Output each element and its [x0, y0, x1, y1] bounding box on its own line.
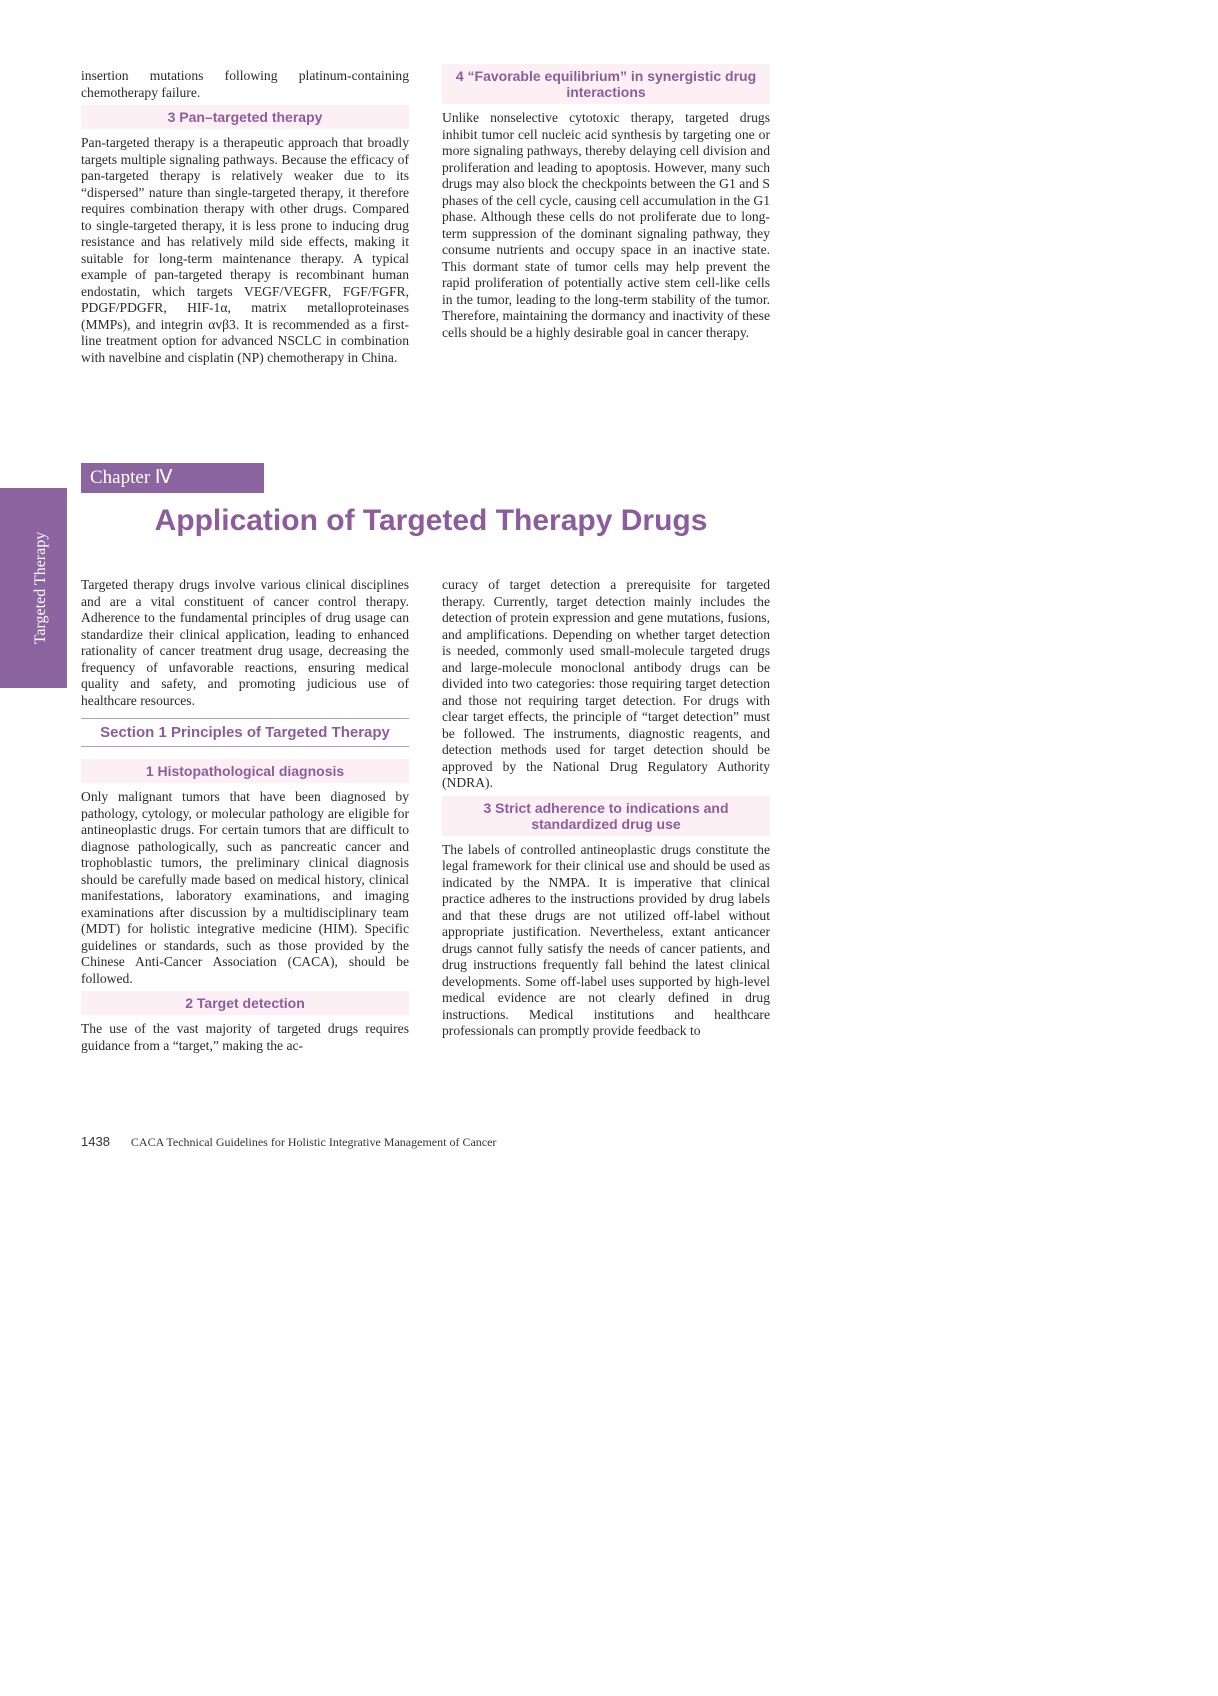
paragraph: The labels of controlled antineoplastic drugs constitute the legal framework for their clinical use and should be used as indicated by the NMPA. It is imperative that clinical practice adheres to the instructions provided by drug labels and that these drugs are not utilized off-label without appropriate justification. Nevertheless, extant anticancer drugs cannot fully satisfy the needs of cancer patients, and drug instructions frequently fall behind the latest clinical developments. Some off-label uses supported by high-level medical evidence are not clearly defined in drug instructions. Medical institutions and healthcare professionals can promptly provide feedback to	[442, 841, 770, 1038]
top-left-column	[81, 68, 409, 366]
subheading-pan-targeted: 3 Pan–targeted therapy	[81, 105, 409, 129]
paragraph: The use of the vast majority of targeted drugs requires guidance from a “target,” making the ac-	[81, 1021, 409, 1053]
subheading-histopathological: 1 Histopathological diagnosis	[81, 759, 409, 783]
bottom-left-column	[81, 577, 409, 1054]
paragraph: Pan-targeted therapy is a therapeutic approach that broadly targets multiple signaling pathways. Because the efficacy of pan-targeted therapy is relatively weaker due to its “dispersed” nature than single-targeted therapy, it therefore requires combination therapy with other drugs. Compared to single-targeted therapy, it is less prone to inducing drug resistance and has relatively mild side effects, making it suitable for long-term maintenance therapy. A typical example of pan-targeted therapy is recombinant human endostatin, which targets VEGF/VEGFR, FGF/FGFR, PDGF/PDGFR, HIF-1α, matrix metalloproteinases (MMPs), and integrin αvβ3. It is recommended as a first-line treatment option for advanced NSCLC in combination with navelbine and cisplatin (NP) chemotherapy in China.	[81, 135, 409, 365]
chapter-label: Chapter Ⅳ	[81, 463, 264, 493]
bottom-right-column	[442, 577, 770, 1040]
section-heading: Section 1 Principles of Targeted Therapy	[81, 718, 409, 747]
chapter-title: Application of Targeted Therapy Drugs	[154, 504, 708, 537]
subheading-strict-adherence: 3 Strict adherence to indications and standardized drug use	[442, 796, 770, 836]
page-number: 1438	[81, 1134, 110, 1149]
paragraph: insertion mutations following platinum-containing chemotherapy failure.	[81, 68, 409, 100]
subheading-favorable-equilibrium: 4 “Favorable equilibrium” in synergistic drug interactions	[442, 64, 770, 104]
paragraph: curacy of target detection a prerequisite for targeted therapy. Currently, target detection mainly includes the detection of protein expression and gene mutations, fusions, and amplifications. Depending on whether target detection is needed, commonly used small-molecule targeted drugs and large-molecule monoclonal antibody drugs can be divided into two categories: those requiring target detection and those not requiring target detection. For drugs with clear target effects, the principle of “target detection” must be followed. The instruments, diagnostic reagents, and detection methods used for target detection should be approved by the National Drug Regulatory Authority (NDRA).	[442, 577, 770, 790]
top-right-column	[442, 64, 770, 341]
journal-title: CACA Technical Guidelines for Holistic Integrative Management of Cancer	[130, 1135, 497, 1149]
subheading-target-detection: 2 Target detection	[81, 991, 409, 1015]
paragraph: Targeted therapy drugs involve various clinical disciplines and are a vital constituent of cancer control therapy. Adherence to the fundamental principles of drug usage can standardize their clinical application, leading to enhanced rationality of cancer treatment drug usage, decreasing the frequency of unfavorable reactions, ensuring medical quality and safety, and promoting judicious use of healthcare resources.	[81, 577, 409, 708]
side-tab-label: Targeted Therapy	[32, 531, 49, 645]
paragraph: Unlike nonselective cytotoxic therapy, targeted drugs inhibit tumor cell nucleic acid synthesis by targeting one or more signaling pathways, thereby delaying cell division and proliferation and leading to apoptosis. However, many such drugs may also block the checkpoints between the G1 and S phases of the cell cycle, causing cell accumulation in the G1 phase. Although these cells do not proliferate due to long-term suppression of the dominant signaling pathway, they consume nutrients and occupy space in an inactive state. This dormant state of tumor cells may help prevent the rapid proliferation of potentially active stem cell-like cells in the tumor, leading to the long-term stability of the tumor. Therefore, maintaining the dormancy and inactivity of these cells should be a highly desirable goal in cancer therapy.	[442, 110, 771, 340]
paragraph: Only malignant tumors that have been diagnosed by pathology, cytology, or molecular pathology are eligible for antineoplastic drugs. For certain tumors that are difficult to diagnose pathologically, such as pancreatic cancer and trophoblastic tumors, the preliminary clinical diagnosis should be carefully made based on medical history, clinical manifestations, laboratory examinations, and imaging examinations after discussion by a multidisciplinary team (MDT) for holistic integrative medicine (HIM). Specific guidelines or standards, such as those provided by the Chinese Anti-Cancer Association (CACA), should be followed.	[81, 789, 409, 986]
page-footer	[81, 1134, 496, 1150]
